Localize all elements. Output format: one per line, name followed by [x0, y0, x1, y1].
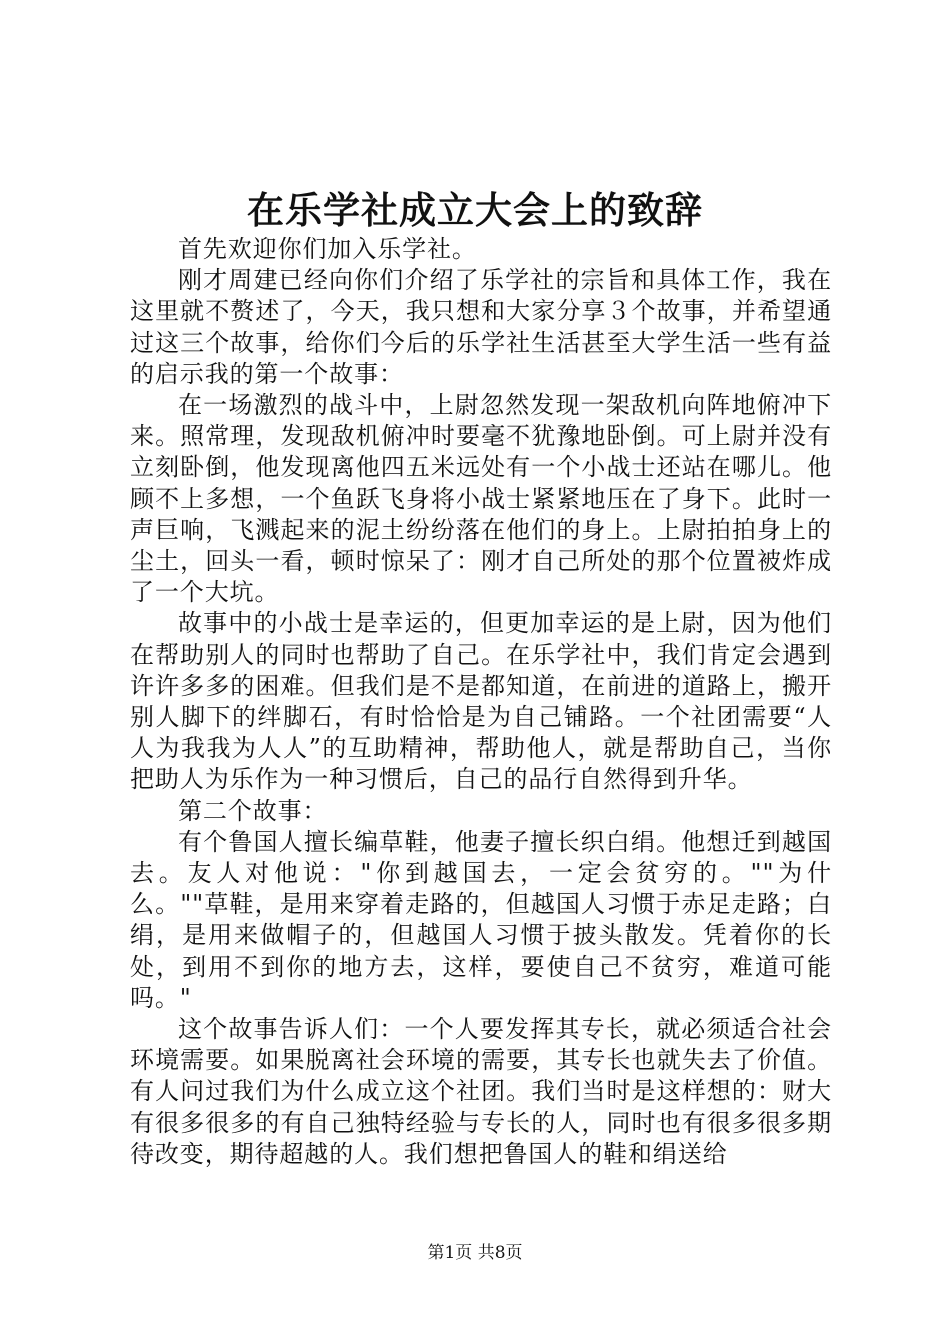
page-number-footer: 第1页 共8页: [427, 1243, 523, 1263]
paragraph-story-two: 有个鲁国人擅长编草鞋，他妻子擅长织白绢。他想迁到越国去。友人对他说："你到越国去，一定会贫穷的。""为什么。""草鞋，是用来穿着走路的，但越国人习惯于赤足走路；白绢，是用来做帽子的，但越国人习惯于披头散发。凭着你的长处，到用不到你的地方去，这样，要使自己不贫穷，难道可能吗。": [130, 827, 832, 1012]
paragraph-story-two-heading: 第二个故事：: [178, 796, 328, 825]
paragraph-story-one: 在一场激烈的战斗中，上尉忽然发现一架敌机向阵地俯冲下来。照常理，发现敌机俯冲时要毫不犹豫地卧倒。可上尉并没有立刻卧倒，他发现离他四五米远处有一个小战士还站在哪儿。他顾不上多想，一个鱼跃飞身将小战士紧紧地压在了身下。此时一声巨响，飞溅起来的泥土纷纷落在他们的身上。上尉拍拍身上的尘土，回头一看，顿时惊呆了：刚才自己所处的那个位置被炸成了一个大坑。: [130, 391, 832, 607]
paragraph-story-two-lesson: 这个故事告诉人们：一个人要发挥其专长，就必须适合社会环境需要。如果脱离社会环境的需要，其专长也就失去了价值。有人问过我们为什么成立这个社团。我们当时是这样想的：财大有很多很多的有自己独特经验与专长的人，同时也有很多很多期待改变，期待超越的人。我们想把鲁国人的鞋和绢送给: [130, 1015, 832, 1168]
paragraph-story-one-lesson: 故事中的小战士是幸运的，但更加幸运的是上尉，因为他们在帮助别人的同时也帮助了自己。在乐学社中，我们肯定会遇到许许多多的困难。但我们是不是都知道，在前进的道路上，搬开别人脚下的绊脚石，有时恰恰是为自己铺路。一个社团需要“人人为我我为人人”的互助精神，帮助他人，就是帮助自己，当你把助人为乐作为一种习惯后，自己的品行自然得到升华。: [130, 609, 832, 794]
document-title: 在乐学社成立大会上的致辞: [247, 188, 703, 232]
document-body: [130, 234, 832, 1170]
paragraph-welcome: 首先欢迎你们加入乐学社。: [178, 235, 477, 263]
paragraph-intro: 刚才周建已经向你们介绍了乐学社的宗旨和具体工作，我在这里就不赘述了，今天，我只想和大家分享３个故事，并希望通过这三个故事，给你们今后的乐学社生活甚至大学生活一些有益的启示我的第一个故事：: [130, 266, 832, 388]
